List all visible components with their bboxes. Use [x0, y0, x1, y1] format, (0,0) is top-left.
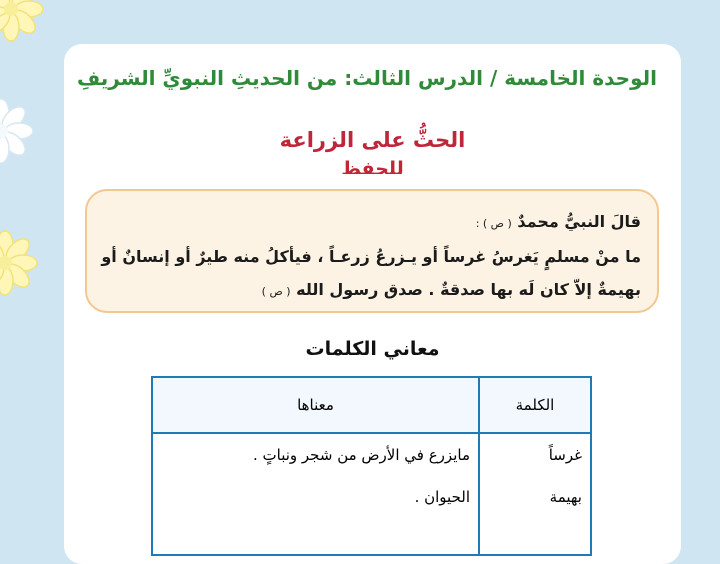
table-header-row: [152, 377, 591, 433]
meaning-item: مايزرع في الأرض من شجر ونباتٍ .: [252, 446, 470, 464]
lesson-header: الوحدة الخامسة / الدرس الثالث: من الحديثِ النبويِّ الشريفِ: [76, 66, 657, 90]
meanings-cell: [152, 433, 479, 555]
hadith-box: [85, 189, 659, 313]
hadith-intro-mark: ( ص ) :: [475, 217, 512, 230]
word-item: بهيمة: [549, 488, 582, 506]
hadith-line-1: ما منْ مسلمٍ يَغرسُ غرساً أو يـزرعُ زرعـاً ، فيأكلُ منه طيرٌ أو إنسانٌ أو: [101, 247, 641, 266]
memorize-label: للحفظ: [341, 158, 404, 174]
words-cell: [479, 433, 591, 555]
meaning-column-header: معناها: [152, 377, 479, 433]
lesson-card: [64, 44, 681, 564]
table-row: [152, 433, 591, 555]
word-column-header: الكلمة: [479, 377, 591, 433]
hadith-line-2-text: بهيمةٌ إلاّ كان لَه بها صدقةٌ . صدق رسول الله: [296, 280, 641, 299]
hadith-intro: [101, 205, 641, 240]
flower-icon: [0, 0, 46, 44]
meaning-item: الحيوان .: [414, 488, 470, 506]
flower-icon: [0, 228, 40, 298]
hadith-intro-text: قالَ النبيُّ محمدٌ: [517, 212, 641, 231]
vocabulary-table: [151, 376, 592, 556]
flower-icon: [0, 96, 36, 166]
word-item: غرساً: [548, 446, 582, 464]
lesson-title: الحثُّ على الزراعة: [279, 128, 466, 152]
hadith-line-2: [101, 273, 641, 308]
hadith-line-2-mark: ( ص ): [261, 285, 291, 298]
vocabulary-title: معاني الكلمات: [305, 338, 440, 360]
